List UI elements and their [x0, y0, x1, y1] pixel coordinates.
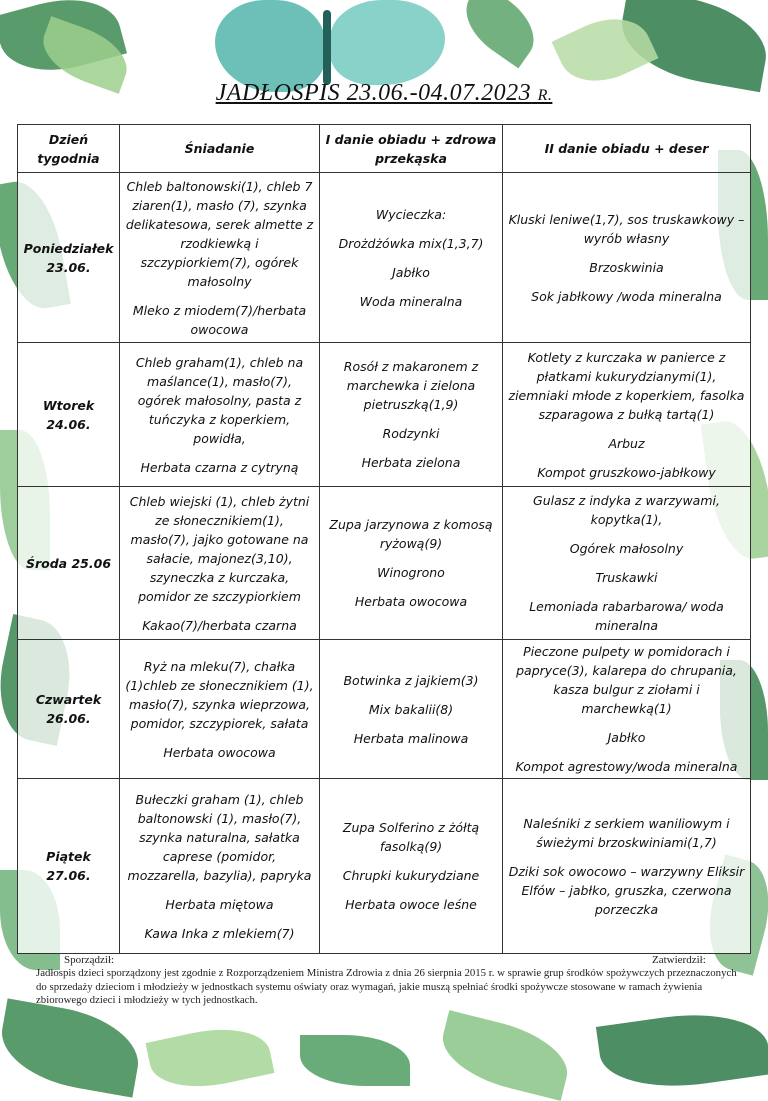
- header-breakfast: Śniadanie: [120, 125, 320, 173]
- lunch1-cell: [320, 779, 503, 954]
- table-row: [18, 343, 751, 487]
- menu-item: Herbata miętowa: [165, 896, 274, 912]
- lunch1-cell: [320, 173, 503, 343]
- header-lunch-second: II danie obiadu + deser: [503, 125, 751, 173]
- menu-item: Gulasz z indyka z warzywami, kopytka(1),: [533, 493, 720, 527]
- menu-item: Jabłko: [607, 730, 646, 745]
- menu-item: Chleb wiejski (1), chleb żytni ze słonecznikiem(1), masło(7), jajko gotowane na sałacie, majonez(3,10), szyneczka z kurczaka, pomidor ze szczypiorkiem: [129, 493, 310, 604]
- prepared-by-label: Sporządził:: [64, 954, 115, 966]
- menu-item: Herbata zielona: [361, 455, 461, 470]
- menu-item: Botwinka z jajkiem(3): [343, 672, 479, 688]
- breakfast-cell: [120, 173, 320, 343]
- lunch1-cell: [320, 640, 503, 779]
- breakfast-cell: [120, 487, 320, 640]
- day-cell: Piątek 27.06.: [18, 779, 120, 954]
- menu-item: Wycieczka:: [375, 206, 447, 222]
- header-day: Dzień tygodnia: [18, 125, 120, 173]
- menu-item: Truskawki: [595, 570, 658, 585]
- table-row: [18, 779, 751, 954]
- menu-item: Rosół z makaronem z marchewka i zielona pietruszką(1,9): [343, 359, 479, 412]
- lunch1-cell: [320, 487, 503, 640]
- menu-item: Zupa jarzynowa z komosą ryżową(9): [329, 517, 493, 551]
- menu-item: Kotlety z kurczaka w panierce z płatkami kukurydzianymi(1), ziemniaki młode z koperkiem, fasolka szparagowa z bułką tartą(1): [508, 349, 745, 422]
- menu-item: Kompot gruszkowo-jabłkowy: [537, 464, 716, 480]
- breakfast-cell: [120, 640, 320, 779]
- menu-item: Jabłko: [392, 264, 430, 280]
- page-title: JADŁOSPIS 23.06.-04.07.2023 R.: [215, 80, 553, 106]
- menu-item: Ogórek małosolny: [569, 541, 684, 556]
- menu-item: Brzoskwinia: [589, 259, 664, 275]
- menu-item: Drożdżówka mix(1,3,7): [338, 235, 484, 251]
- lunch2-cell: [503, 487, 751, 640]
- menu-item: Herbata owocowa: [163, 744, 276, 760]
- menu-item: Herbata malinowa: [353, 730, 469, 746]
- breakfast-cell: [120, 779, 320, 954]
- legal-note: Jadłospis dzieci sporządzony jest zgodnie z Rozporządzeniem Ministra Zdrowia z dnia 26 sierpnia 2015 r. w sprawie grup środków spożywczych przeznaczonych do sprzedaży dzieciom i młodzieży w jednostkach systemu oświaty oraz wymagań, jakie muszą spełniać środki spożywcze stosowane w ramach żywienia zbiorowego dzieci i młodzieży w tych jednostkach.: [36, 967, 737, 1006]
- approved-by-label: Zatwierdził:: [652, 954, 706, 966]
- leaf-icon: [453, 0, 547, 68]
- day-cell: Czwartek 26.06.: [18, 640, 120, 779]
- menu-item: Chrupki kukurydziane: [342, 868, 480, 883]
- menu-item: Mleko z miodem(7)/herbata owocowa: [132, 302, 307, 337]
- lunch2-cell: [503, 640, 751, 779]
- leaf-icon: [435, 1010, 576, 1101]
- lunch1-cell: [320, 343, 503, 487]
- menu-item: Winogrono: [377, 565, 445, 580]
- day-cell: Poniedziałek 23.06.: [18, 173, 120, 343]
- menu-item: Herbata owoce leśne: [345, 897, 477, 912]
- menu-item: Chleb baltonowski(1), chleb 7 ziaren(1), masło (7), szynka delikatesowa, serek almette z rzodkiewką i szczypiorkiem(7), ogórek małosolny: [125, 178, 314, 289]
- menu-item: Zupa Solferino z żółtą fasolką(9): [342, 820, 480, 854]
- menu-item: Pieczone pulpety w pomidorach i papryce(3), kalarepa do chrupania, kasza bulgur z ziołami i marchewką(1): [516, 644, 737, 716]
- table-header-row: [18, 125, 751, 173]
- table-row: [18, 487, 751, 640]
- menu-item: Herbata czarna z cytryną: [140, 459, 299, 475]
- menu-item: Naleśniki z serkiem waniliowym i świeżymi brzoskwiniami(1,7): [523, 815, 730, 850]
- table-row: [18, 173, 751, 343]
- menu-item: Kawa Inka z mlekiem(7): [144, 925, 295, 941]
- menu-item: Sok jabłkowy /woda mineralna: [531, 288, 722, 304]
- leaf-icon: [596, 1004, 768, 1098]
- menu-item: Arbuz: [608, 435, 645, 451]
- table-row: [18, 640, 751, 779]
- leaf-icon: [300, 1035, 410, 1086]
- menu-item: Dziki sok owocowo – warzywny Eliksir Elfów – jabłko, gruszka, czerwona porzeczka: [508, 863, 745, 917]
- breakfast-cell: [120, 343, 320, 487]
- lunch2-cell: [503, 779, 751, 954]
- menu-table: [17, 124, 751, 954]
- lunch2-cell: [503, 173, 751, 343]
- menu-item: Herbata owocowa: [354, 594, 468, 609]
- menu-item: Kakao(7)/herbata czarna: [142, 617, 297, 633]
- header-lunch-first: I danie obiadu + zdrowa przekąska: [320, 125, 503, 173]
- menu-item: Woda mineralna: [359, 293, 463, 309]
- menu-item: Ryż na mleku(7), chałka (1)chleb ze słonecznikiem (1), masło(7), szynka wieprzowa, pomidor, szczypiorek, sałata: [125, 658, 314, 731]
- lunch2-cell: [503, 343, 751, 487]
- menu-item: Lemoniada rabarbarowa/ woda mineralna: [529, 599, 724, 633]
- butterfly-icon: [205, 0, 455, 92]
- menu-item: Chleb graham(1), chleb na maślance(1), masło(7), ogórek małosolny, pasta z tuńczyka z koperkiem, powidła,: [135, 354, 304, 446]
- menu-item: Kluski leniwe(1,7), sos truskawkowy – wyrób własny: [508, 211, 745, 246]
- menu-item: Mix bakalii(8): [368, 701, 454, 717]
- menu-item: Bułeczki graham (1), chleb baltonowski (1), masło(7), szynka naturalna, sałatka caprese (pomidor, mozzarella, bazylia), papryka: [127, 791, 312, 883]
- menu-item: Rodzynki: [382, 426, 440, 441]
- leaf-icon: [0, 998, 146, 1097]
- menu-item: Kompot agrestowy/woda mineralna: [515, 759, 738, 774]
- day-cell: Wtorek 24.06.: [18, 343, 120, 487]
- day-cell: Środa 25.06: [18, 487, 120, 640]
